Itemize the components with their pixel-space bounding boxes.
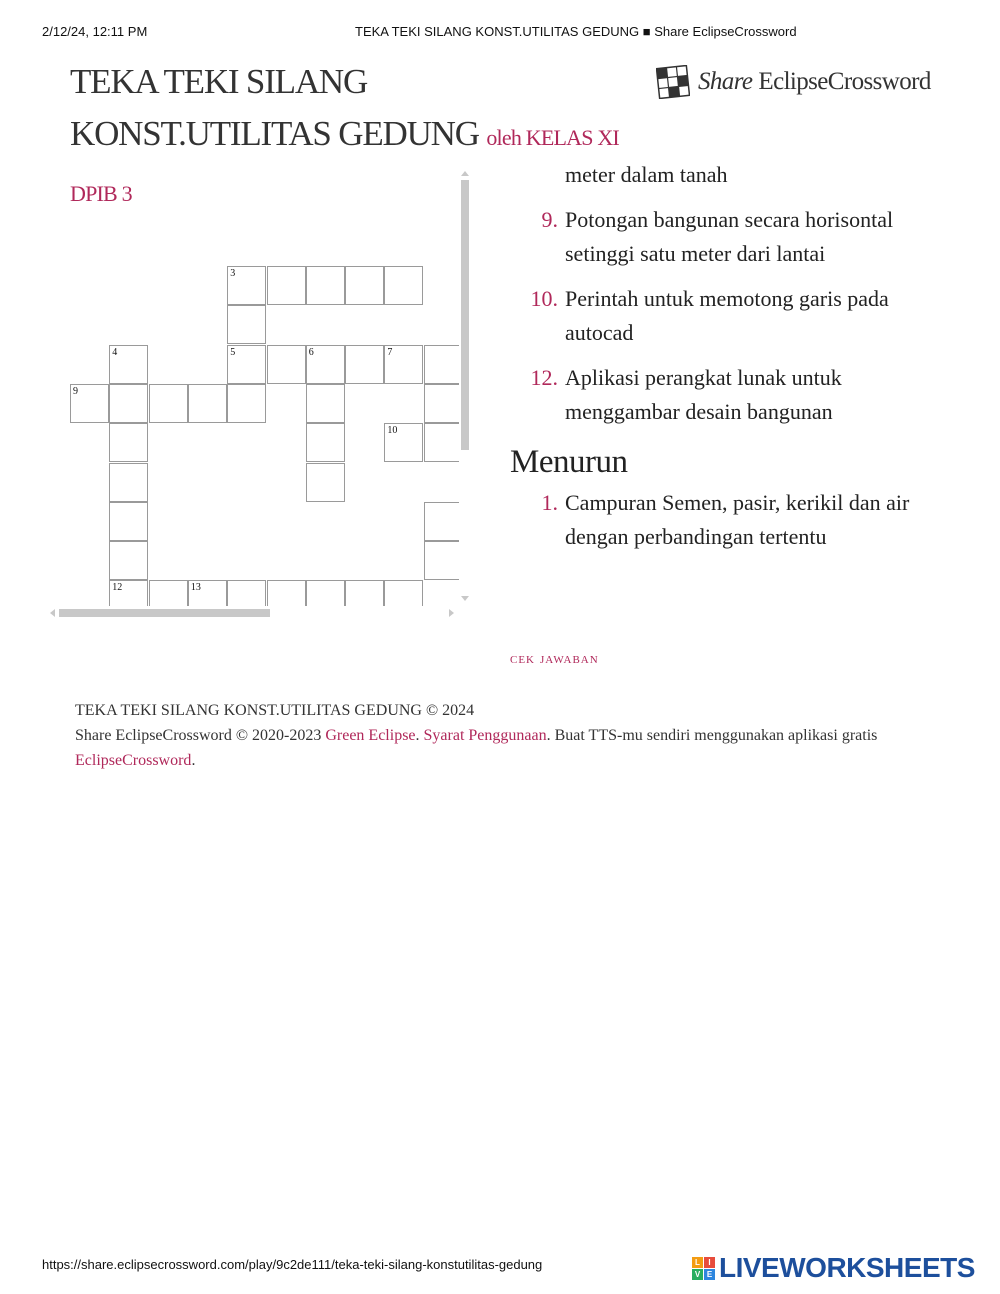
liveworksheets-tiles-icon: [692, 1257, 715, 1280]
crossword-cell[interactable]: [345, 266, 384, 305]
cell-number: 7: [387, 346, 393, 358]
crossword-cell[interactable]: [345, 345, 384, 384]
crossword-cell[interactable]: [424, 384, 459, 423]
horizontal-scrollbar[interactable]: [50, 608, 459, 617]
crossword-cell[interactable]: [227, 345, 266, 384]
tile-e: E: [704, 1269, 715, 1280]
crossword-cell[interactable]: [109, 345, 148, 384]
tile-l: L: [692, 1257, 703, 1268]
crossword-cell[interactable]: [109, 541, 148, 580]
down-heading: Menurun: [510, 443, 628, 480]
cell-number: 4: [112, 346, 118, 358]
footer-sep: .: [415, 727, 424, 744]
clue-across-10: [510, 282, 920, 351]
brand-name: EclipseCrossword: [758, 68, 931, 95]
page-footer: [75, 698, 925, 773]
print-date: 2/12/24, 12:11 PM: [42, 24, 148, 39]
puzzle-author: oleh KELAS XI DPIB 3: [70, 125, 619, 206]
crossword-cell[interactable]: [306, 463, 345, 502]
eclipsecrossword-link[interactable]: EclipseCrossword: [75, 752, 192, 769]
cell-number: 10: [387, 425, 398, 437]
print-header: [42, 24, 958, 40]
clue-text: Campuran Semen, pasir, kerikil dan air dengan perbandingan tertentu: [565, 489, 910, 549]
footer-copyright: TEKA TEKI SILANG KONST.UTILITAS GEDUNG © 2024: [75, 702, 475, 719]
crossword-cell[interactable]: [306, 423, 345, 462]
scroll-up-arrow-icon[interactable]: [461, 171, 469, 176]
crossword-cell[interactable]: [227, 580, 266, 606]
crossword-cell[interactable]: [306, 266, 345, 305]
crossword-cell[interactable]: [188, 580, 227, 606]
green-eclipse-link[interactable]: Green Eclipse: [325, 727, 416, 744]
cell-number: 9: [73, 385, 78, 397]
clue-continued: [510, 158, 920, 193]
crossword-cell[interactable]: [70, 384, 109, 423]
cell-number: 6: [308, 346, 314, 358]
crossword-cell[interactable]: [109, 423, 148, 462]
print-doc-title: TEKA TEKI SILANG KONST.UTILITAS GEDUNG ■ Share EclipseCrossword: [355, 24, 797, 39]
crossword-cell[interactable]: [267, 580, 306, 606]
crossword-cell[interactable]: [149, 384, 188, 423]
cell-number: 12: [112, 582, 123, 594]
crossword-cell[interactable]: [267, 345, 306, 384]
liveworksheets-text: LIVEWORKSHEETS: [719, 1252, 975, 1283]
clue-text: Perintah untuk memotong garis pada autocad: [565, 285, 889, 345]
clue-number: 12.: [530, 364, 558, 390]
crossword-cell[interactable]: [424, 541, 459, 580]
crossword-cell[interactable]: [424, 502, 459, 541]
cell-number: 5: [230, 346, 236, 358]
crossword-cell[interactable]: [384, 266, 423, 305]
crossword-cell[interactable]: [109, 384, 148, 423]
check-answers-button[interactable]: cek jawaban: [510, 650, 599, 667]
tile-v: V: [692, 1269, 703, 1280]
clue-continued-text: meter dalam tanah: [565, 162, 728, 187]
crossword-cell[interactable]: [384, 580, 423, 606]
clue-number: 9.: [541, 206, 558, 232]
print-footer-url: https://share.eclipsecrossword.com/play/9c2de111/teka-teki-silang-konstutilitas-gedung: [42, 1257, 543, 1272]
crossword-cell[interactable]: [384, 423, 423, 462]
crossword-cell[interactable]: [188, 384, 227, 423]
clue-text: Aplikasi perangkat lunak untuk menggambar desain bangunan: [565, 364, 842, 424]
crossword-cell[interactable]: [109, 580, 148, 606]
crossword-grid-icon: [656, 65, 690, 99]
footer-make-own: . Buat TTS-mu sendiri menggunakan aplikasi gratis: [546, 727, 878, 744]
cell-number: 3: [230, 268, 236, 279]
crossword-cell[interactable]: [109, 463, 148, 502]
puzzle-title-text: TEKA TEKI SILANG KONST.UTILITAS GEDUNG: [70, 62, 479, 153]
cell-number: 13: [190, 582, 201, 594]
footer-share-text: Share EclipseCrossword © 2020-2023: [75, 727, 326, 744]
crossword-cell[interactable]: [149, 580, 188, 606]
clue-number: 10.: [530, 285, 558, 311]
crossword-cell[interactable]: [306, 384, 345, 423]
scroll-right-arrow-icon[interactable]: [449, 609, 454, 617]
clue-down-1: [510, 486, 920, 555]
clue-across-12: [510, 361, 920, 430]
scroll-left-arrow-icon[interactable]: [50, 609, 55, 617]
liveworksheets-logo: [692, 1252, 975, 1284]
clue-number: 1.: [541, 489, 558, 515]
brand-logo[interactable]: [656, 64, 931, 100]
crossword-cell[interactable]: [306, 345, 345, 384]
clue-across-9: [510, 203, 920, 272]
horizontal-scroll-thumb[interactable]: [59, 609, 270, 617]
crossword-cell[interactable]: [424, 423, 459, 462]
crossword-cell[interactable]: [267, 266, 306, 305]
vertical-scroll-thumb[interactable]: [461, 180, 469, 450]
crossword-cell[interactable]: [227, 305, 266, 344]
vertical-scrollbar[interactable]: [460, 170, 469, 606]
crossword-cell[interactable]: [227, 266, 266, 305]
tile-i: I: [704, 1257, 715, 1268]
crossword-grid: [50, 170, 459, 606]
scroll-down-arrow-icon[interactable]: [461, 596, 469, 601]
crossword-grid-viewport[interactable]: [50, 170, 470, 622]
crossword-cell[interactable]: [345, 580, 384, 606]
clue-text: Potongan bangunan secara horisontal setinggi satu meter dari lantai: [565, 206, 894, 266]
crossword-cell[interactable]: [424, 345, 459, 384]
footer-end: .: [191, 752, 196, 769]
clues-panel[interactable]: [510, 158, 920, 620]
crossword-cell[interactable]: [384, 345, 423, 384]
terms-link[interactable]: Syarat Penggunaan: [423, 727, 547, 744]
crossword-cell[interactable]: [109, 502, 148, 541]
crossword-cell[interactable]: [227, 384, 266, 423]
footer-credits: [75, 723, 925, 773]
brand-share: Share: [698, 68, 753, 95]
crossword-cell[interactable]: [306, 580, 345, 606]
